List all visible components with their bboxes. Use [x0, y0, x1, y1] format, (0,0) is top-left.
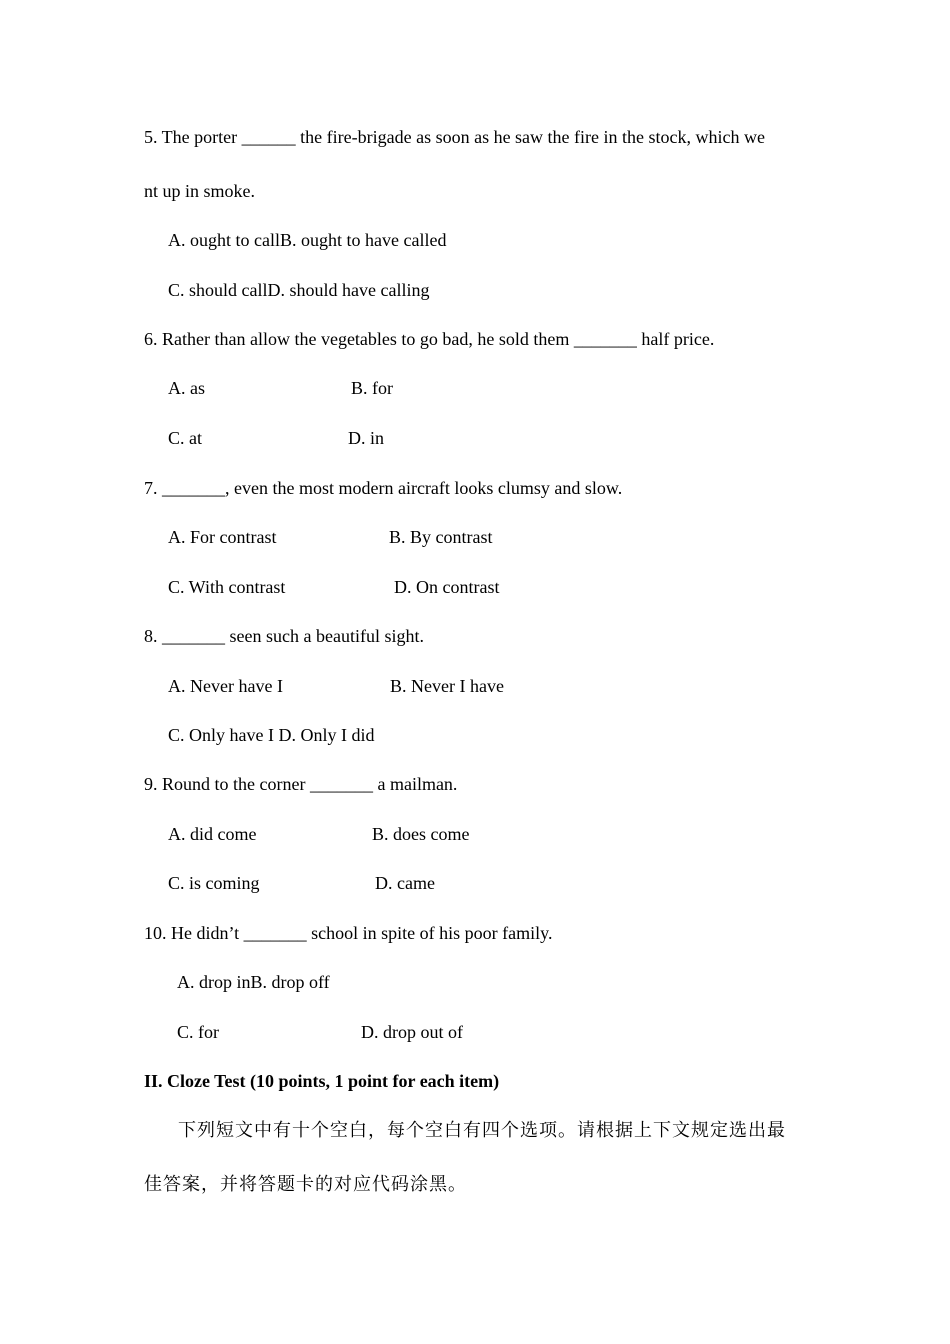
q7-option-d: D. On contrast — [394, 577, 500, 597]
instruction-line1: 下列短文中有十个空白，每个空白有四个选项。请根据上下文规定选出最 — [178, 1120, 786, 1141]
q10-stem: 10. He didn’t _______ school in spite of his poor family. — [144, 923, 553, 943]
q10-option-d: D. drop out of — [361, 1022, 463, 1042]
q9-stem: 9. Round to the corner _______ a mailman. — [144, 774, 458, 794]
q6-option-d: D. in — [348, 428, 384, 448]
q6-option-c: C. at — [168, 428, 202, 448]
q10-options-ab: A. drop inB. drop off — [177, 972, 330, 992]
q6-stem: 6. Rather than allow the vegetables to go bad, he sold them _______ half price. — [144, 329, 715, 349]
q9-option-d: D. came — [375, 873, 435, 893]
q5-stem-line2: nt up in smoke. — [144, 181, 255, 201]
q6-option-b: B. for — [351, 378, 393, 398]
q9-option-a: A. did come — [168, 824, 257, 844]
q7-option-b: B. By contrast — [389, 527, 493, 547]
q5-options-cd: C. should callD. should have calling — [168, 280, 430, 300]
q8-stem: 8. _______ seen such a beautiful sight. — [144, 626, 424, 646]
q5-options-ab: A. ought to callB. ought to have called — [168, 230, 447, 250]
q9-option-c: C. is coming — [168, 873, 260, 893]
q8-option-a: A. Never have I — [168, 676, 283, 696]
q6-option-a: A. as — [168, 378, 205, 398]
q10-option-c: C. for — [177, 1022, 219, 1042]
q8-options-cd: C. Only have I D. Only I did — [168, 725, 375, 745]
q8-option-b: B. Never I have — [390, 676, 504, 696]
q9-option-b: B. does come — [372, 824, 470, 844]
q7-option-a: A. For contrast — [168, 527, 277, 547]
q7-option-c: C. With contrast — [168, 577, 286, 597]
q7-stem: 7. _______, even the most modern aircraft looks clumsy and slow. — [144, 478, 623, 498]
instruction-line2: 佳答案，并将答题卡的对应代码涂黑。 — [144, 1174, 467, 1195]
section-heading: II. Cloze Test (10 points, 1 point for each item) — [144, 1071, 500, 1091]
q5-stem-line1: 5. The porter ______ the fire-brigade as soon as he saw the fire in the stock, which we — [144, 127, 765, 147]
